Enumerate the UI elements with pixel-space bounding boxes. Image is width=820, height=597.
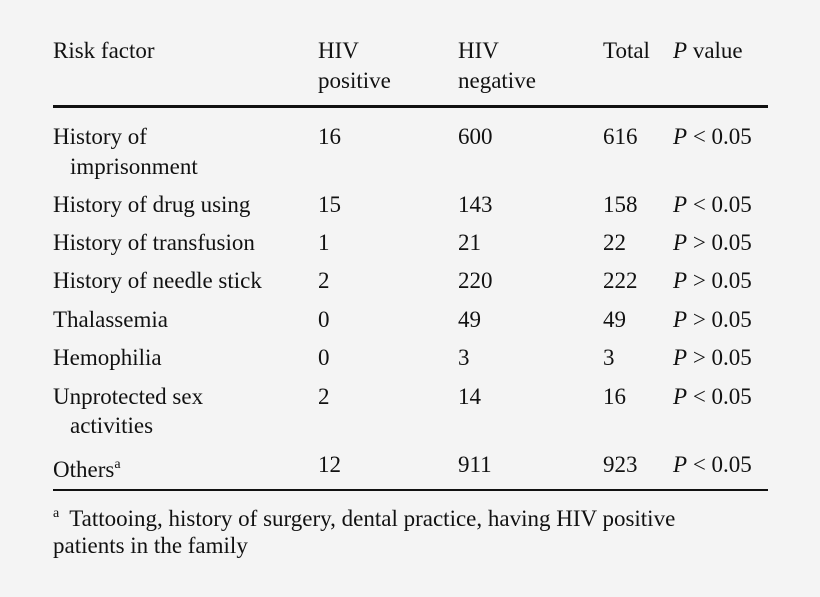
bottom-rule [53, 489, 768, 491]
row-6-risk-factor: Hemophilia [53, 345, 162, 370]
row-2-risk-factor: History of drug using [53, 192, 251, 217]
row-8-p-value [673, 450, 752, 479]
row-7-hiv-positive: 2 [318, 384, 330, 409]
p-symbol: P [673, 345, 688, 370]
p-comparison: < 0.05 [692, 452, 752, 477]
row-3-risk-factor: History of transfusion [53, 230, 255, 255]
header-total: Total [603, 38, 650, 63]
row-2-total: 158 [603, 192, 638, 217]
row-6-hiv-positive: 0 [318, 345, 330, 370]
p-comparison: > 0.05 [692, 345, 752, 370]
row-8-hiv-negative: 911 [458, 452, 492, 477]
row-8-risk-factor [53, 450, 121, 484]
p-symbol: P [673, 268, 688, 293]
row-5-hiv-negative: 49 [458, 307, 481, 332]
p-comparison: < 0.05 [692, 192, 752, 217]
header-hiv-positive-line1: HIV [318, 38, 359, 63]
row-1-p-value [673, 122, 752, 151]
header-p-value [673, 36, 743, 65]
header-hiv-negative-line2: negative [458, 68, 536, 93]
row-6-total: 3 [603, 345, 615, 370]
row-4-p-value [673, 266, 752, 295]
row-8-hiv-positive: 12 [318, 452, 341, 477]
row-4-hiv-positive: 2 [318, 268, 330, 293]
p-comparison: > 0.05 [692, 230, 752, 255]
header-hiv-negative-line1: HIV [458, 38, 499, 63]
header-hiv-positive-line2: positive [318, 68, 391, 93]
p-symbol: P [673, 124, 688, 149]
footnote-marker: a [53, 506, 60, 521]
row-6-p-value [673, 343, 752, 372]
row-1-risk-factor-continued: imprisonment [70, 154, 198, 179]
row-4-total: 222 [603, 268, 638, 293]
row-5-p-value [673, 305, 752, 334]
p-comparison: < 0.05 [692, 124, 752, 149]
row-8-total: 923 [603, 452, 638, 477]
p-symbol: P [673, 452, 688, 477]
row-1-hiv-negative: 600 [458, 124, 493, 149]
p-comparison: < 0.05 [692, 384, 752, 409]
row-3-p-value [673, 228, 752, 257]
table-footnote-line2: patients in the family [53, 533, 248, 558]
header-p-value-word: value [692, 38, 743, 63]
p-comparison: > 0.05 [692, 268, 752, 293]
footnote-marker: a [114, 457, 121, 472]
row-6-hiv-negative: 3 [458, 345, 470, 370]
row-1-total: 616 [603, 124, 638, 149]
p-symbol: P [673, 384, 688, 409]
row-4-risk-factor: History of needle stick [53, 268, 262, 293]
row-2-hiv-positive: 15 [318, 192, 341, 217]
row-8-risk-factor-label: Others [53, 457, 115, 482]
row-3-hiv-positive: 1 [318, 230, 330, 255]
footnote-text-line1: Tattooing, history of surgery, dental practice, having HIV positive [69, 506, 676, 531]
row-1-hiv-positive: 16 [318, 124, 341, 149]
row-7-hiv-negative: 14 [458, 384, 481, 409]
row-7-total: 16 [603, 384, 626, 409]
row-1-risk-factor: History of [53, 124, 147, 149]
p-symbol: P [673, 192, 688, 217]
p-comparison: > 0.05 [692, 307, 752, 332]
row-3-hiv-negative: 21 [458, 230, 481, 255]
row-7-p-value [673, 382, 752, 411]
header-risk-factor: Risk factor [53, 38, 155, 63]
row-2-hiv-negative: 143 [458, 192, 493, 217]
row-7-risk-factor-continued: activities [70, 413, 154, 438]
row-3-total: 22 [603, 230, 626, 255]
row-7-risk-factor: Unprotected sex [53, 384, 204, 409]
header-rule [53, 105, 768, 108]
row-2-p-value [673, 190, 752, 219]
p-symbol: P [673, 230, 688, 255]
row-5-risk-factor: Thalassemia [53, 307, 168, 332]
p-symbol: P [673, 38, 688, 63]
p-symbol: P [673, 307, 688, 332]
row-4-hiv-negative: 220 [458, 268, 493, 293]
row-5-hiv-positive: 0 [318, 307, 330, 332]
row-5-total: 49 [603, 307, 626, 332]
